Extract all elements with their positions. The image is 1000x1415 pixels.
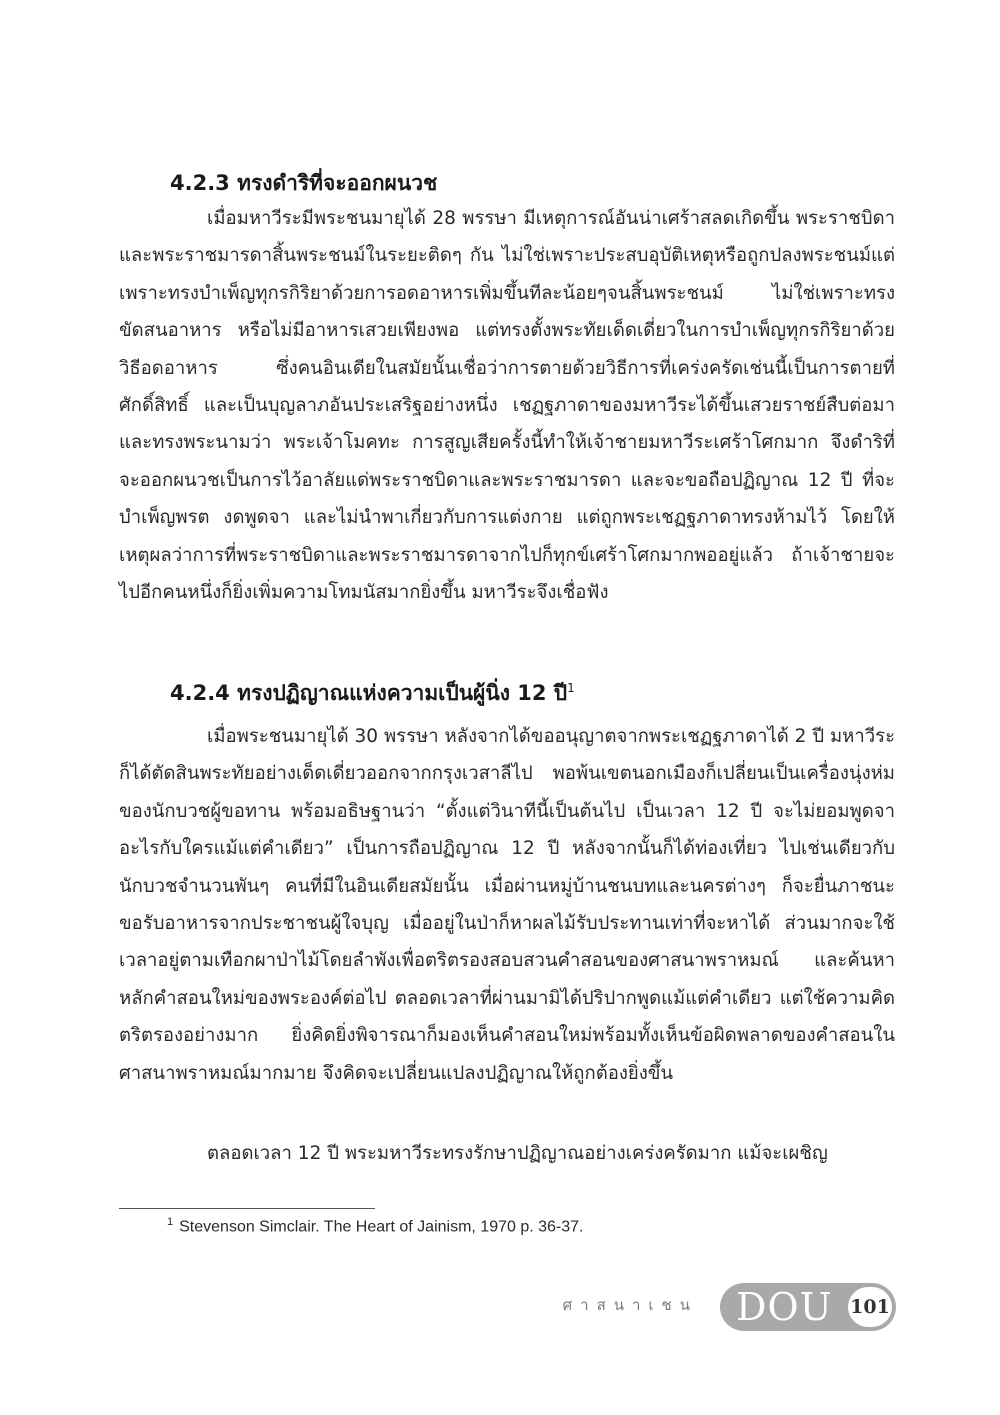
section-heading-4-2-3 xyxy=(170,167,437,200)
footnote-divider xyxy=(119,1208,375,1209)
page-number: 101 xyxy=(848,1287,892,1327)
footnote-reference-mark: 1 xyxy=(567,681,575,695)
page-footer xyxy=(0,1279,1000,1339)
footnote xyxy=(167,1216,583,1236)
dou-logo-text: DOU xyxy=(736,1285,833,1329)
footnote-text: Stevenson Simclair. The Heart of Jainism, 1970 p. 36-37. xyxy=(179,1218,584,1236)
paragraph-4-2-3-body: เมื่อมหาวีระมีพระชนมายุได้ 28 พรรษา มีเหตุการณ์อันน่าเศร้าสลดเกิดขึ้น พระราชบิดาและพระราชมารดาสิ้นพระชนม์ในระยะติดๆ กัน ไม่ใช่เพราะประสบอุบัติเหตุหรือถูกปลงพระชนม์แต่เพราะทรงบำเพ็ญทุกรกิริยาด้วยการอดอาหารเพิ่มขึ้นทีละน้อยๆจนสิ้นพระชนม์ ไม่ใช่เพราะทรงขัดสนอาหาร หรือไม่มีอาหารเสวยเพียงพอ แต่ทรงตั้งพระทัยเด็ดเดี่ยวในการบำเพ็ญทุกรกิริยาด้วยวิธีอดอาหาร ซึ่งคนอินเดียในสมัยนั้นเชื่อว่าการตายด้วยวิธีการที่เคร่งครัดเช่นนี้เป็นการตายที่ศักดิ์สิทธิ์ และเป็นบุญลาภอันประเสริฐอย่างหนึ่ง เชฏฐภาดาของมหาวีระได้ขึ้นเสวยราชย์สืบต่อมาและทรงพระนามว่า พระเจ้าโมคทะ การสูญเสียครั้งนี้ทำให้เจ้าชายมหาวีระเศร้าโศกมาก จึงดำริที่จะออกผนวชเป็นการไว้อาลัยแด่พระราชบิดาและพระราชมารดา และจะขอถือปฏิญาณ 12 ปี ที่จะบำเพ็ญพรต งดพูดจา และไม่นำพาเกี่ยวกับการแต่งกาย แต่ถูกพระเชฏฐภาดาทรงห้ามไว้ โดยให้เหตุผลว่าการที่พระราชบิดาและพระราชมารดาจากไปก็ทุกข์เศร้าโศกมากพออยู่แล้ว ถ้าเจ้าชายจะไปอีกคนหนึ่งก็ยิ่งเพิ่มความโทมนัสมากยิ่งขึ้น มหาวีระจึงเชื่อฟัง xyxy=(119,208,895,604)
section-heading-text: 4.2.4 ทรงปฏิญาณแห่งความเป็นผู้นิ่ง 12 ปี xyxy=(170,681,568,705)
section-heading-text: 4.2.3 ทรงดำริที่จะออกผนวช xyxy=(170,171,438,195)
paragraph-4-2-4-body: เมื่อพระชนมายุได้ 30 พรรษา หลังจากได้ขออนุญาตจากพระเชฏฐภาดาได้ 2 ปี มหาวีระก็ได้ตัดสินพระทัยอย่างเด็ดเดี่ยวออกจากกรุงเวสาลีไป พอพ้นเขตนอกเมืองก็เปลี่ยนเป็นเครื่องนุ่งห่มของนักบวชผู้ขอทาน พร้อมอธิษฐานว่า “ตั้งแต่วินาทีนี้เป็นต้นไป เป็นเวลา 12 ปี จะไม่ยอมพูดจาอะไรกับใครแม้แต่คำเดียว” เป็นการถือปฏิญาณ 12 ปี หลังจากนั้นก็ได้ท่องเที่ยว ไปเช่นเดียวกับนักบวชจำนวนพันๆ คนที่มีในอินเดียสมัยนั้น เมื่อผ่านหมู่บ้านชนบทและนครต่างๆ ก็จะยื่นภาชนะขอรับอาหารจากประชาชนผู้ใจบุญ เมื่ออยู่ในป่าก็หาผลไม้รับประทานเท่าที่จะหาได้ ส่วนมากจะใช้เวลาอยู่ตามเทือกผาป่าไม้โดยลำพังเพื่อตริตรองสอบสวนคำสอนของศาสนาพราหมณ์ และค้นหาหลักคำสอนใหม่ของพระองค์ต่อไป ตลอดเวลาที่ผ่านมามิได้ปริปากพูดแม้แต่คำเดียว แต่ใช้ความคิดตริตรองอย่างมาก ยิ่งคิดยิ่งพิจารณาก็มองเห็นคำสอนใหม่พร้อมทั้งเห็นข้อผิดพลาดของคำสอนในศาสนาพราหมณ์มากมาย จึงคิดจะเปลี่ยนแปลงปฏิญาณให้ถูกต้องยิ่งขึ้น xyxy=(119,726,895,1084)
section-heading-4-2-4 xyxy=(170,677,575,710)
footnote-mark: 1 xyxy=(167,1216,174,1228)
paragraph-4-2-4-continuation: ตลอดเวลา 12 ปี พระมหาวีระทรงรักษาปฏิญาณอย่างเคร่งครัดมาก แม้จะเผชิญ xyxy=(207,1143,828,1164)
footer-subject-title: ศาสนาเชน xyxy=(562,1296,698,1314)
dou-logo-badge xyxy=(720,1283,896,1331)
